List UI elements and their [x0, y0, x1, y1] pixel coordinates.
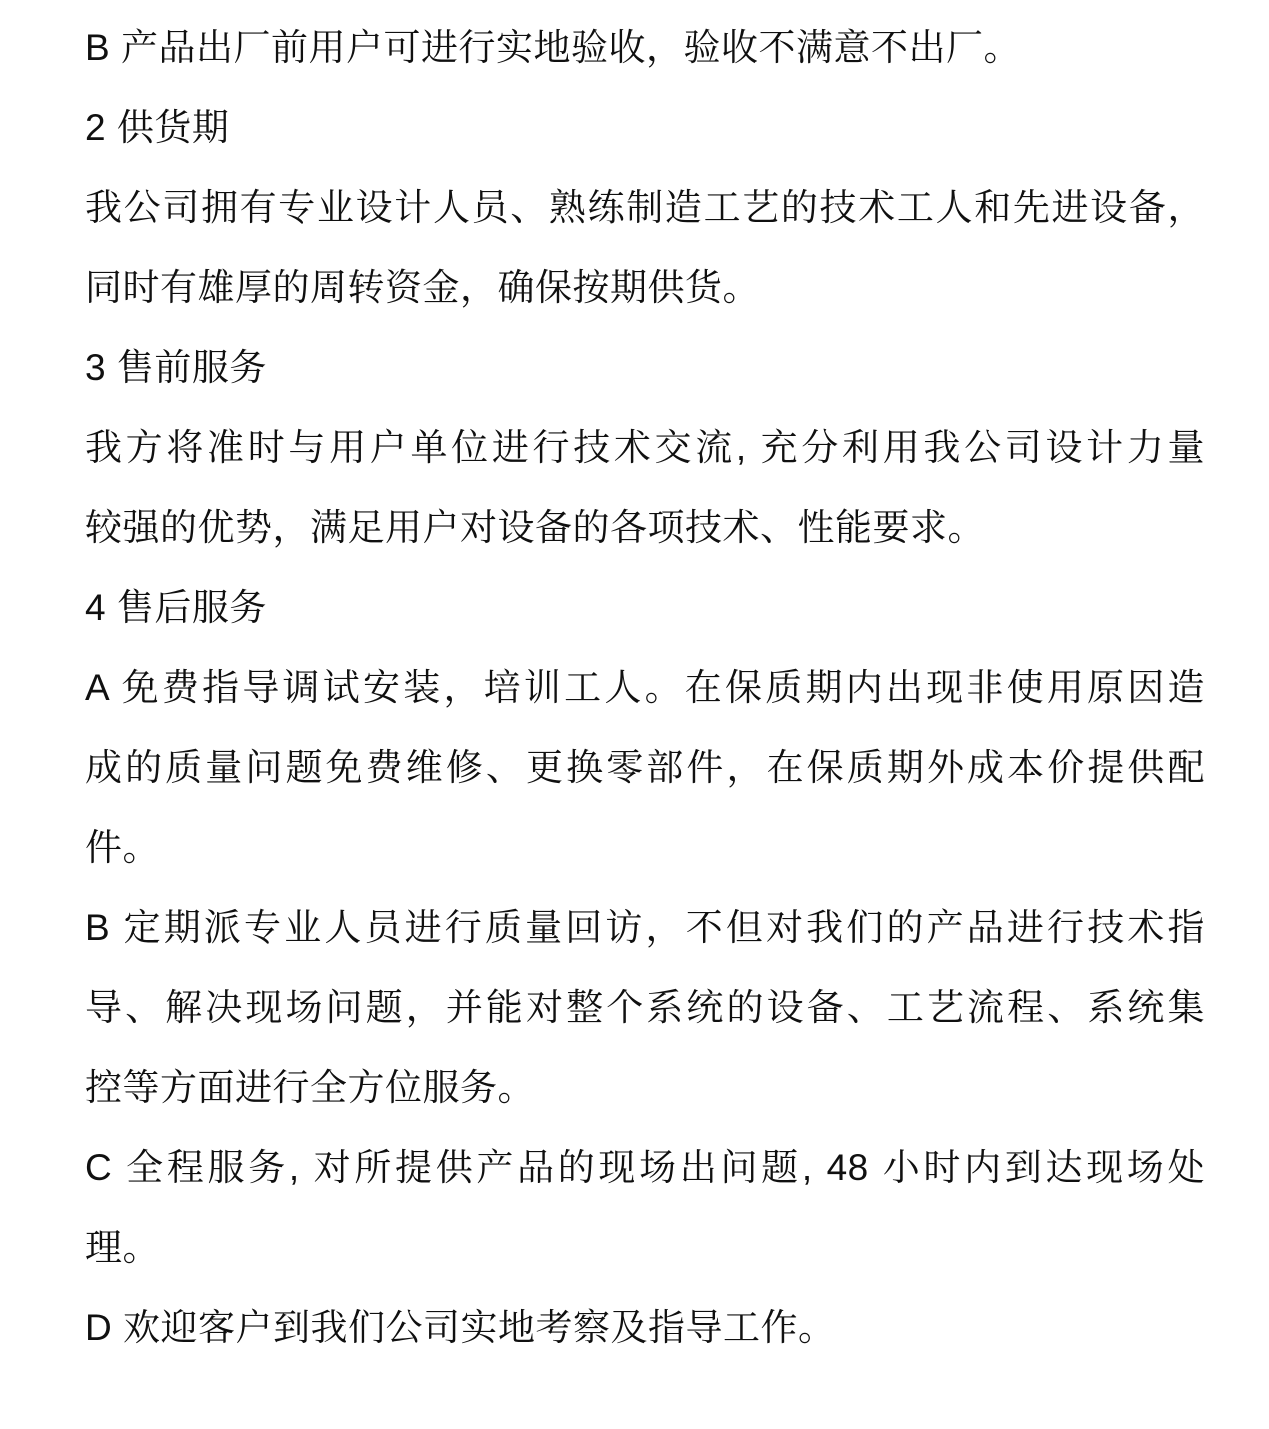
- document-text-body: [85, 8, 1205, 1368]
- text-line: 4 售后服务: [85, 587, 267, 628]
- text-line: 导、解决现场问题，并能对整个系统的设备、工艺流程、系统集: [85, 987, 1205, 1028]
- text-line: A 免费指导调试安装，培训工人。在保质期内出现非使用原因造: [85, 667, 1205, 708]
- text-line: B 定期派专业人员进行质量回访，不但对我们的产品进行技术指: [85, 907, 1205, 948]
- text-line: 我公司拥有专业设计人员、熟练制造工艺的技术工人和先进设备，: [85, 187, 1205, 228]
- text-line: B 产品出厂前用户可进行实地验收，验收不满意不出厂。: [85, 27, 1021, 68]
- text-line: 理。: [85, 1227, 160, 1268]
- text-line: 同时有雄厚的周转资金，确保按期供货。: [85, 267, 760, 308]
- text-line: C 全程服务, 对所提供产品的现场出问题, 48 小时内到达现场处: [85, 1147, 1205, 1188]
- text-line: 控等方面进行全方位服务。: [85, 1067, 535, 1108]
- text-line: 我方将准时与用户单位进行技术交流, 充分利用我公司设计力量: [85, 427, 1205, 468]
- text-line: D 欢迎客户到我们公司实地考察及指导工作。: [85, 1307, 836, 1348]
- text-line: 较强的优势，满足用户对设备的各项技术、性能要求。: [85, 507, 985, 548]
- text-line: 2 供货期: [85, 107, 230, 148]
- text-line: 成的质量问题免费维修、更换零部件，在保质期外成本价提供配: [85, 747, 1205, 788]
- text-line: 3 售前服务: [85, 347, 267, 388]
- text-line: 件。: [85, 827, 160, 868]
